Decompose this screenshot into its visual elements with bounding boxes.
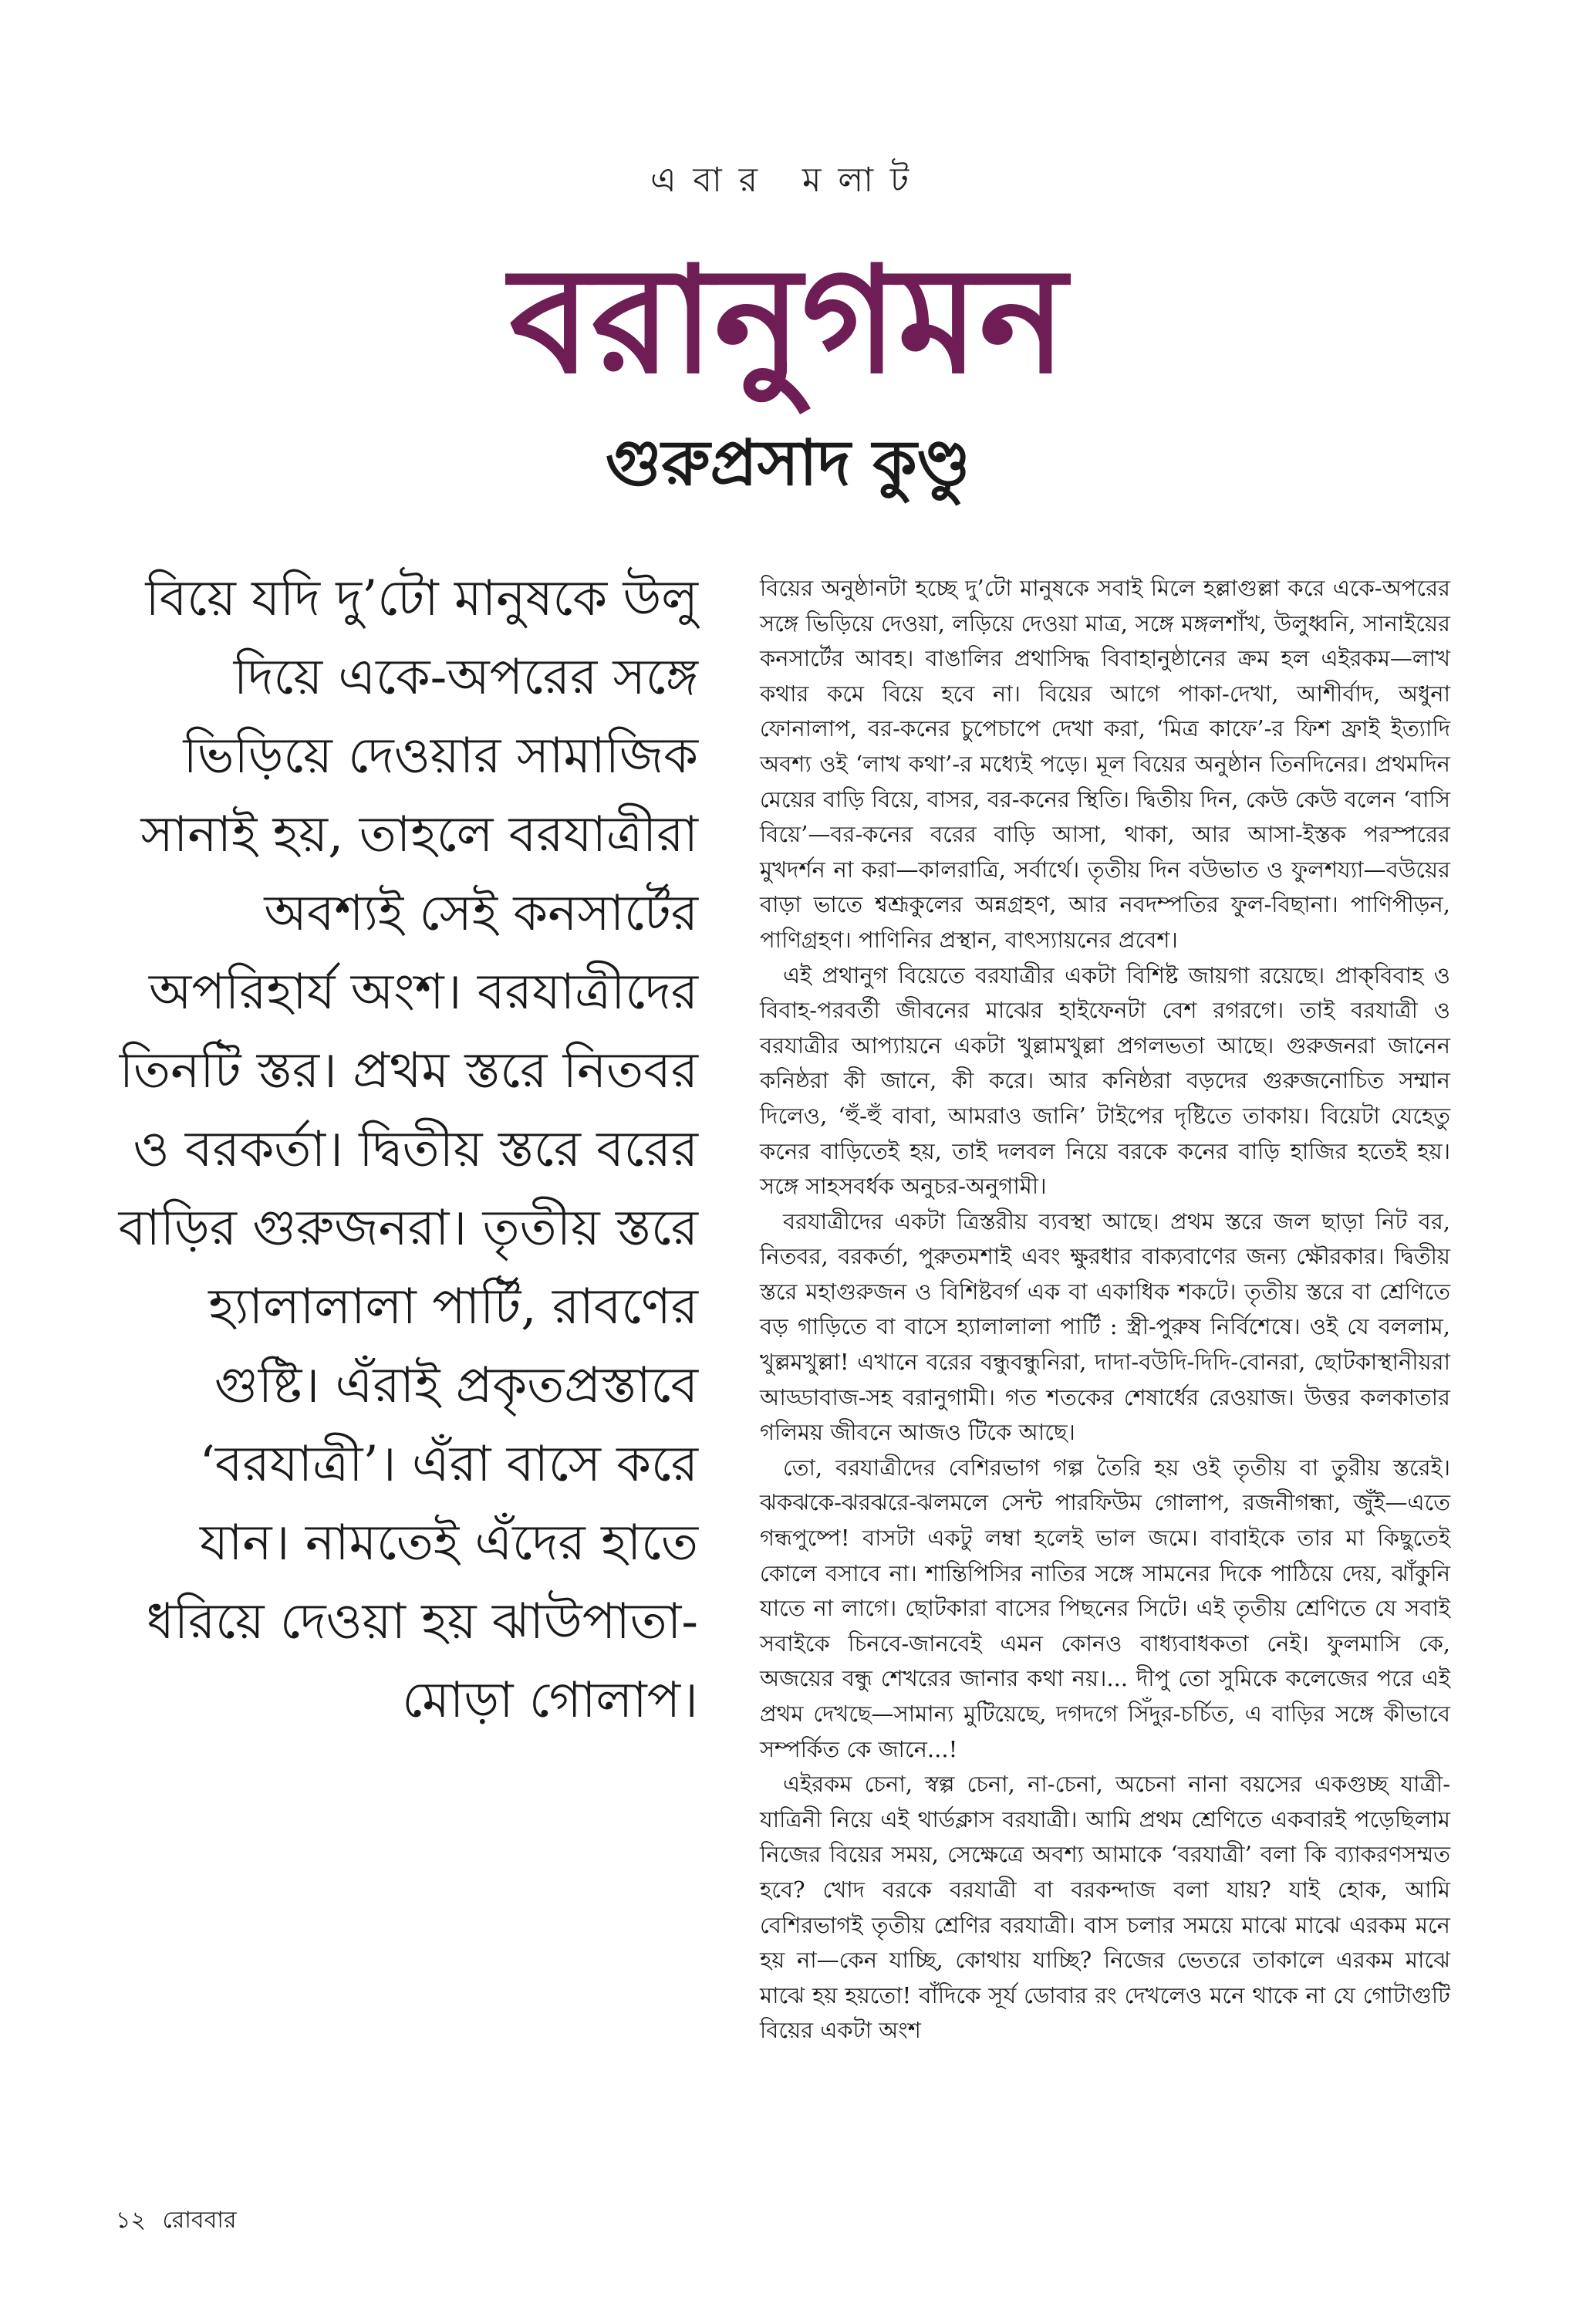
publication-name: রোববার	[162, 2207, 237, 2234]
body-paragraph: বিয়ের অনুষ্ঠানটা হচ্ছে দু’টো মানুষকে সবাই মিলে হল্লাগুল্লা করে একে-অপরের সঙ্গে ভিড়িয়ে দেওয়া, লড়িয়ে দেওয়া মাত্র, সঙ্গে মঙ্গলশাঁখ, উলুধ্বনি, সানাইয়ের কনসার্টের আবহ। বাঙালির প্রথাসিদ্ধ বিবাহানুষ্ঠানের ক্রম হল এইরকম—লাখ কথার কমে বিয়ে হবে না। বিয়ের আগে পাকা-দেখা, আশীর্বাদ, অধুনা ফোনালাপ, বর-কনের চুপেচাপে দেখা করা, ‘মিত্র কাফে’-র ফিশ ফ্রাই ইত্যাদি অবশ্য ওই ‘লাখ কথা’-র মধ্যেই পড়ে। মূল বিয়ের অনুষ্ঠান তিনদিনের। প্রথমদিন মেয়ের বাড়ি বিয়ে, বাসর, বর-কনের স্থিতি। দ্বিতীয় দিন, কেউ কেউ বলেন ‘বাসি বিয়ে’—বর-কনের বরের বাড়ি আসা, থাকা, আর আসা-ইস্তক পরস্পরের মুখদর্শন না করা—কালরাত্রি, সর্বার্থে। তৃতীয় দিন বউভাত ও ফুলশয্যা—বউয়ের বাড়া ভাতে শ্বশ্রূকুলের অন্নগ্রহণ, আর নবদম্পতির ফুল-বিছানা। পাণিপীড়ন, পাণিগ্রহণ। পাণিনির প্রস্থান, বাৎস্যায়নের প্রবেশ।	[760, 575, 1450, 953]
section-kicker: এবার মলাট	[650, 160, 926, 200]
body-paragraph: বরযাত্রীদের একটা ত্রিস্তরীয় ব্যবস্থা আছে। প্রথম স্তরে জল ছাড়া নিট বর, নিতবর, বরকর্তা, পুরুতমশাই এবং ক্ষুরধার বাক্যবাণের জন্য ক্ষৌরকার। দ্বিতীয় স্তরে মহাগুরুজন ও বিশিষ্টবর্গ এক বা একাধিক শকটে। তৃতীয় স্তরে বা শ্রেণিতে বড় গাড়িতে বা বাসে হ্যালালালা পার্টি : স্ত্রী-পুরুষ নির্বিশেষে। ওই যে বললাম, খুল্লমখুল্লা! এখানে বরের বন্ধুবন্ধুনিরা, দাদা-বউদি-দিদি-বোনরা, ছোটকাস্থানীয়রা আড্ডাবাজ-সহ বরানুগামী। গত শতকের শেষার্ধের রেওয়াজ। উত্তর কলকাতার গলিময় জীবনে আজও টিকে আছে।	[760, 1208, 1450, 1446]
body-paragraph: এই প্রথানুগ বিয়েতে বরযাত্রীর একটা বিশিষ্ট জায়গা রয়েছে। প্রাক্‌বিবাহ ও বিবাহ-পরবর্তী জীবনের মাঝের হাইফেনটা বেশ রগরগে। তাই বরযাত্রী ও বরযাত্রীর আপ্যায়নে একটা খুল্লামখুল্লা প্রগলভতা আছে। গুরুজনরা জানেন কনিষ্ঠরা কী জানে, কী করে। আর কনিষ্ঠরা বড়দের গুরুজনোচিত সম্মান দিলেও, ‘হুঁ-হুঁ বাবা, আমরাও জানি’ টাইপের দৃষ্টিতে তাকায়। বিয়েটা যেহেতু কনের বাড়িতেই হয়, তাই দলবল নিয়ে বরকে কনের বাড়ি হাজির হতেই হয়। সঙ্গে সাহসবর্ধক অনুচর-অনুগামী।	[760, 961, 1450, 1200]
page-footer	[116, 2205, 246, 2236]
article-body	[760, 571, 1450, 2049]
body-paragraph: তো, বরযাত্রীদের বেশিরভাগ গল্প তৈরি হয় ওই তৃতীয় বা তুরীয় স্তরেই। ঝকঝকে-ঝরঝরে-ঝলমলে সেন্ট পারফিউম গোলাপ, রজনীগন্ধা, জুঁই—এতে গন্ধপুষ্পে! বাসটা একটু লম্বা হলেই ভাল জমে। বাবাইকে তার মা কিছুতেই কোলে বসাবে না। শান্তিপিসির নাতির সঙ্গে সামনের দিকে পাঠিয়ে দেয়, ঝাঁকুনি যাতে না লাগে। ছোটকারা বাসের পিছনের সিটে। এই তৃতীয় শ্রেণিতে যে সবাই সবাইকে চিনবে-জানবেই এমন কোনও বাধ্যবাধকতা নেই। ফুলমাসি কে, অজয়ের বন্ধু শেখরের জানার কথা নয়।... দীপু তো সুমিকে কলেজের পরে এই প্রথম দেখছে—সামান্য মুটিয়েছে, দগদগে সিঁদুর-চর্চিত, এ বাড়ির সঙ্গে কীভাবে সম্পর্কিত কে জানে...!	[760, 1454, 1450, 1762]
body-paragraph: এইরকম চেনা, স্বল্প চেনা, না-চেনা, অচেনা নানা বয়সের একগুচ্ছ যাত্রী-যাত্রিনী নিয়ে এই থার্ডক্লাস বরযাত্রী। আমি প্রথম শ্রেণিতে একবারই পড়েছিলাম নিজের বিয়ের সময়, সেক্ষেত্রে অবশ্য আমাকে ‘বরযাত্রী’ বলা কি ব্যাকরণসম্মত হবে? খোদ বরকে বরযাত্রী বা বরকন্দাজ বলা যায়? যাই হোক, আমি বেশিরভাগই তৃতীয় শ্রেণির বরযাত্রী। বাস চলার সময়ে মাঝে মাঝে এরকম মনে হয় না—কেন যাচ্ছি, কোথায় যাচ্ছি? নিজের ভেতরে তাকালে এরকম মাঝে মাঝে হয় হয়তো! বাঁদিকে সূর্য ডোবার রং দেখলেও মনে থাকে না যে গোটাগুটি বিয়ের একটা অংশ	[760, 1771, 1450, 2044]
pull-quote: বিয়ে যদি দু’টো মানুষকে উলু দিয়ে একে-অপরের সঙ্গে ভিড়িয়ে দেওয়ার সামাজিক সানাই হয়, তাহলে বরযাত্রীরা অবশ্যই সেই কনসার্টের অপরিহার্য অংশ। বরযাত্রীদের তিনটি স্তর। প্রথম স্তরে নিতবর ও বরকর্তা। দ্বিতীয় স্তরে বরের বাড়ির গুরুজনরা। তৃতীয় স্তরে হ্যালালালা পার্টি, রাবণের গুষ্টি। এঁরাই প্রকৃতপ্রস্তাবে ‘বরযাত্রী’। এঁরা বাসে করে যান। নামতেই এঁদের হাতে ধরিয়ে দেওয়া হয় ঝাউপাতা-মোড়া গোলাপ।	[118, 570, 698, 1729]
page-number: ১২	[116, 2207, 146, 2234]
article-title: বরানুগমন	[509, 234, 1067, 406]
author-byline: গুরুপ্রসাদ কুণ্ডু	[605, 426, 971, 500]
